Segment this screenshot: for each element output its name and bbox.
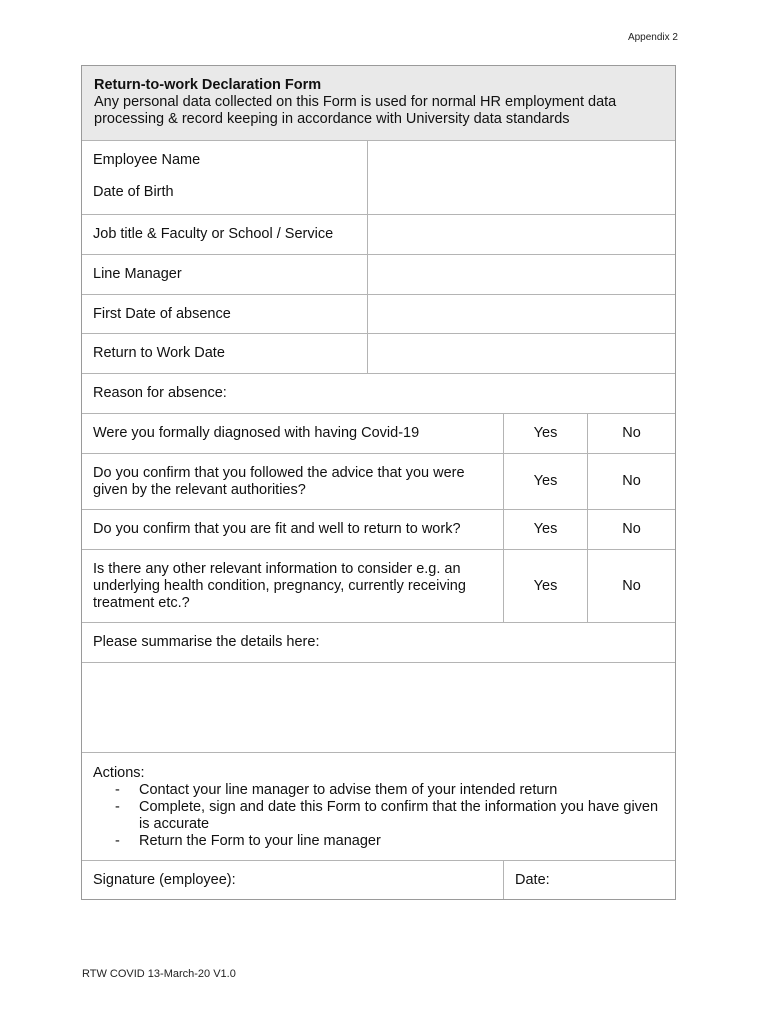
summary-label-row — [82, 622, 675, 662]
action-item: - Return the Form to your line manager — [93, 833, 664, 850]
date-label[interactable]: Date: — [503, 861, 675, 899]
yes-option[interactable]: Yes — [503, 550, 587, 622]
first-absence-row — [82, 294, 675, 333]
employee-name-label: Employee Name — [93, 152, 201, 168]
reason-label: Reason for absence: — [93, 385, 227, 401]
job-title-row — [82, 214, 675, 254]
form-header — [82, 66, 675, 140]
summary-label: Please summarise the details here: — [93, 634, 320, 650]
action-item: - Contact your line manager to advise them of your intended return — [93, 782, 664, 799]
form-subtitle: Any personal data collected on this Form is used for normal HR employment data processing & record keeping in accordance with University data standards — [94, 94, 617, 127]
employee-labels — [82, 141, 367, 214]
signature-label[interactable]: Signature (employee): — [93, 871, 236, 888]
action-item: - Complete, sign and date this Form to confirm that the information you have given is accurate — [93, 799, 664, 833]
question-row — [82, 413, 675, 453]
question-text: Is there any other relevant information to consider e.g. an underlying health condition, pregnancy, currently receiving treatment etc.? — [93, 560, 466, 611]
question-row — [82, 453, 675, 509]
employee-details-input[interactable] — [367, 141, 675, 214]
question-row — [82, 549, 675, 622]
actions-block — [82, 753, 675, 860]
date-of-birth-label: Date of Birth — [93, 184, 174, 200]
job-title-label: Job title & Faculty or School / Service — [93, 226, 334, 242]
reason-row[interactable] — [82, 373, 675, 413]
no-option[interactable]: No — [587, 454, 675, 509]
return-to-work-form — [81, 65, 676, 900]
employee-row — [82, 140, 675, 214]
question-text: Do you confirm that you followed the advice that you were given by the relevant authorities? — [93, 464, 465, 498]
question-text: Were you formally diagnosed with having Covid-19 — [93, 425, 420, 441]
line-manager-input[interactable] — [367, 255, 675, 294]
actions-list — [93, 782, 664, 850]
yes-option[interactable]: Yes — [503, 510, 587, 549]
appendix-label: Appendix 2 — [627, 32, 678, 43]
question-row — [82, 509, 675, 549]
no-option[interactable]: No — [587, 414, 675, 453]
no-option[interactable]: No — [587, 550, 675, 622]
footer-version: RTW COVID 13-March-20 V1.0 — [82, 968, 236, 980]
summary-textarea[interactable] — [82, 663, 675, 752]
return-date-row — [82, 333, 675, 373]
return-date-label: Return to Work Date — [93, 345, 225, 361]
line-manager-row — [82, 254, 675, 294]
yes-option[interactable]: Yes — [503, 454, 587, 509]
first-absence-label: First Date of absence — [93, 305, 231, 322]
question-text: Do you confirm that you are fit and well to return to work? — [93, 521, 461, 537]
no-option[interactable]: No — [587, 510, 675, 549]
form-title: Return-to-work Declaration Form — [94, 77, 322, 93]
summary-input[interactable] — [82, 662, 675, 752]
first-absence-input[interactable] — [367, 295, 675, 333]
job-title-input[interactable] — [367, 215, 675, 254]
yes-option[interactable]: Yes — [503, 414, 587, 453]
return-date-input[interactable] — [367, 334, 675, 373]
actions-label: Actions: — [93, 765, 145, 781]
line-manager-label: Line Manager — [93, 266, 182, 282]
actions-row — [82, 752, 675, 860]
signature-row — [82, 860, 675, 899]
